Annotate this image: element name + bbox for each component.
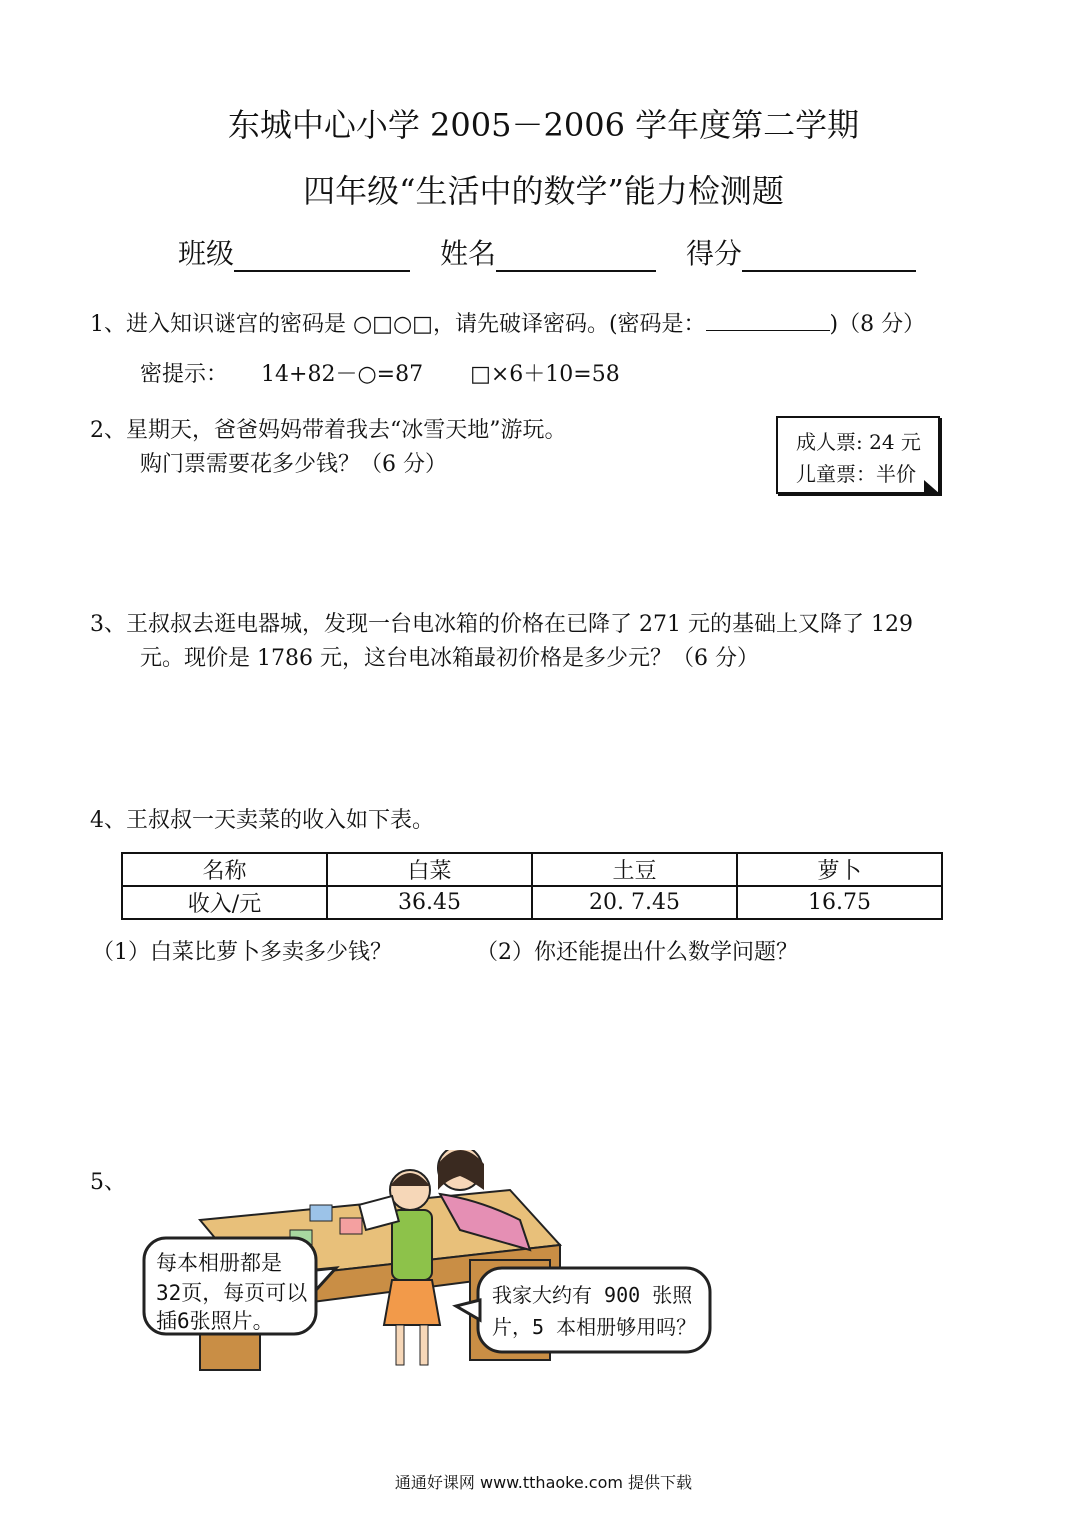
question-3-line-2: 元。现价是 1786 元，这台电冰箱最初价格是多少元？（6 分） — [140, 646, 759, 671]
right-bubble-line-1: 我家大约有 900 张照 — [492, 1283, 693, 1307]
hint-equation-2: □×6＋10=58 — [470, 362, 620, 387]
table-header-cell: 土豆 — [532, 853, 737, 886]
question-4-sub-1: （1）白菜比萝卜多卖多少钱？ — [92, 940, 392, 965]
left-bubble-line-3: 插6张照片。 — [156, 1309, 274, 1333]
table-header-cell: 萝卜 — [737, 853, 942, 886]
hint-label: 密提示： — [140, 362, 229, 387]
left-bubble-line-1: 每本相册都是 — [156, 1251, 282, 1275]
student-info-row — [178, 232, 916, 272]
title-line-2: 四年级“生活中的数学”能力检测题 — [303, 172, 784, 210]
class-blank[interactable] — [234, 238, 410, 272]
class-label: 班级 — [178, 237, 235, 270]
question-1-hint — [140, 358, 620, 392]
ticket-child-price: 儿童票：半价 — [796, 462, 916, 486]
question-5-label: 5、 — [90, 1170, 126, 1195]
income-table — [121, 852, 943, 920]
table-row — [122, 853, 942, 886]
password-answer-blank[interactable] — [706, 308, 830, 331]
table-cell: 36.45 — [327, 886, 532, 919]
right-bubble-line-2: 片，5 本相册够用吗？ — [492, 1315, 697, 1339]
left-bubble-line-2: 32页，每页可以 — [156, 1281, 308, 1305]
question-2-line-1: 2、星期天，爸爸妈妈带着我去“冰雪天地”游玩。 — [90, 418, 567, 443]
question-4-intro: 4、王叔叔一天卖菜的收入如下表。 — [90, 808, 434, 833]
title-line-1: 东城中心小学 2005－2006 学年度第二学期 — [227, 106, 860, 144]
name-label: 姓名 — [440, 237, 497, 270]
question-1 — [90, 308, 925, 342]
table-header-cell: 白菜 — [327, 853, 532, 886]
table-cell: 20. 7.45 — [532, 886, 737, 919]
table-cell: 16.75 — [737, 886, 942, 919]
question-3-line-1: 3、王叔叔去逛电器城，发现一台电冰箱的价格在已降了 271 元的基础上又降了 129 — [90, 612, 913, 637]
name-blank[interactable] — [496, 238, 656, 272]
table-header-cell: 名称 — [122, 853, 327, 886]
table-row — [122, 886, 942, 919]
ticket-price-card — [776, 416, 940, 494]
ticket-adult-price: 成人票: 24 元 — [796, 430, 921, 454]
score-blank[interactable] — [742, 238, 916, 272]
question-1-text: 1、进入知识谜宫的密码是 ○□○□，请先破译密码。(密码是： — [90, 312, 706, 337]
photo-album-illustration — [140, 1150, 720, 1390]
question-4-sub-2: （2）你还能提出什么数学问题？ — [476, 940, 798, 965]
page-curl-icon — [924, 480, 940, 494]
table-cell: 收入/元 — [122, 886, 327, 919]
footer-source: 通通好课网 www.tthaoke.com 提供下载 — [394, 1473, 693, 1492]
hint-equation-1: 14+82－○=87 — [261, 362, 424, 387]
score-label: 得分 — [686, 237, 743, 270]
question-2-line-2: 购门票需要花多少钱？（6 分） — [140, 452, 447, 477]
question-1-score: )（8 分） — [829, 312, 926, 337]
